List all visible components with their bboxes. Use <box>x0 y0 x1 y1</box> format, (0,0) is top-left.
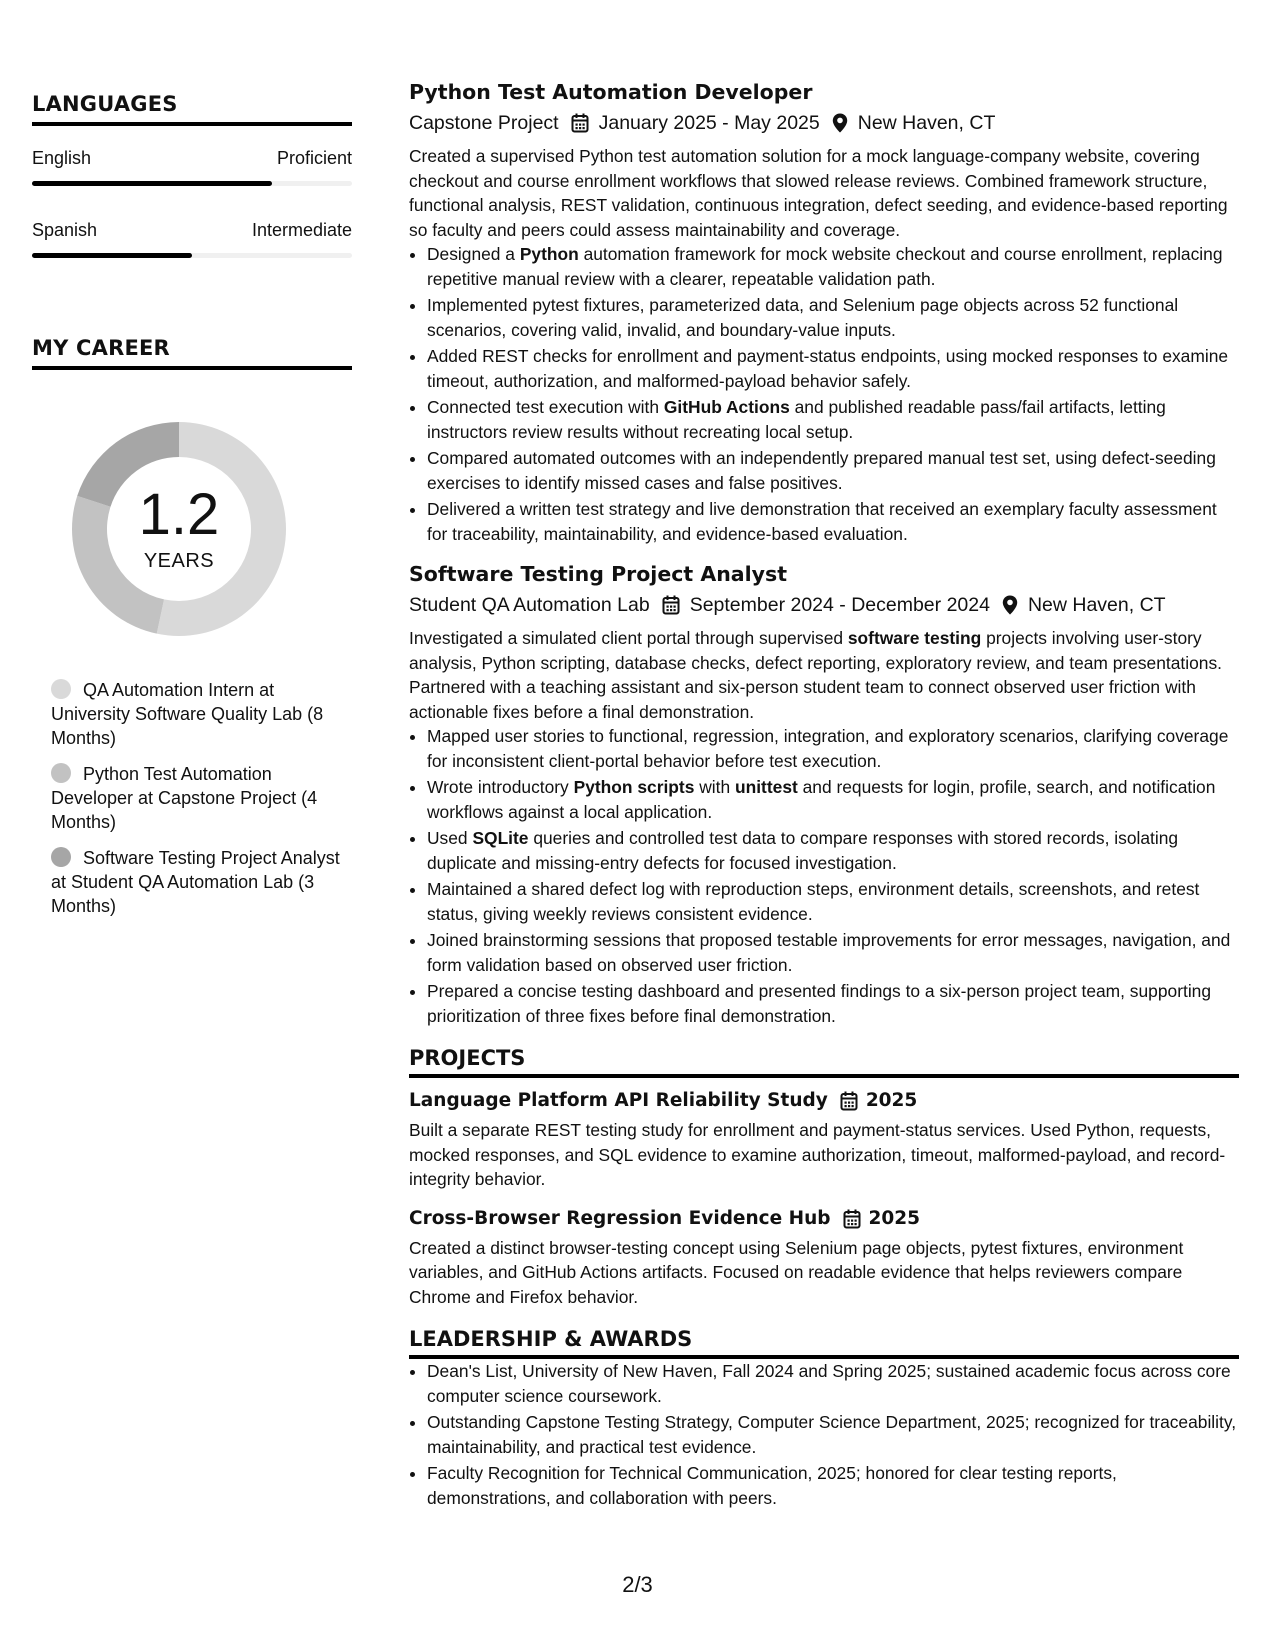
language-name: Spanish <box>32 220 98 240</box>
language-bar-fill <box>32 253 192 258</box>
career-legend-item <box>51 678 341 750</box>
language-bar-fill <box>32 181 272 186</box>
project-title-row <box>409 1206 1239 1232</box>
job-title: Python Test Automation Developer <box>409 80 813 104</box>
career-legend-item <box>51 762 341 834</box>
career-donut-chart <box>64 414 294 644</box>
project-title: Language Platform API Reliability Study <box>409 1090 828 1111</box>
language-bar <box>32 253 352 258</box>
career-total-unit: YEARS <box>143 550 215 572</box>
calendar-icon <box>840 1091 858 1111</box>
job-bullet: • Compared automated outcomes with an independently prepared manual test set, using defect-seeding exercises to identify missed cases and false positives. <box>427 446 1239 495</box>
job-entry <box>409 560 1239 1028</box>
job-dates: January 2025 - May 2025 <box>598 112 820 134</box>
language-name: English <box>32 148 92 168</box>
project-title: Cross-Browser Regression Evidence Hub <box>409 1207 831 1229</box>
job-bullet: • Prepared a concise testing dashboard and presented findings to a six-person project team, supporting prioritization of three fixes before final demonstration. <box>427 979 1239 1028</box>
calendar-icon <box>843 1209 861 1229</box>
career-legend-item <box>51 846 341 918</box>
job-meta <box>409 110 1239 136</box>
career-legend-text: Software Testing Project Analyst at Student QA Automation Lab (3 Months) <box>51 848 340 916</box>
awards-heading: LEADERSHIP & AWARDS <box>409 1327 1239 1359</box>
job-description: Investigated a simulated client portal through supervised software testing projects involving user-story analysis, Python scripting, database checks, defect reporting, exploratory review, and team presentations. Partnered with a teaching assistant and six-person student team to connect observed user friction with actionable fixes before a final demonstration. <box>409 628 1222 722</box>
language-bar <box>32 181 352 186</box>
language-item <box>32 220 352 258</box>
job-title: Software Testing Project Analyst <box>409 562 788 586</box>
job-bullets <box>409 242 1239 546</box>
map-pin-icon <box>1002 595 1018 615</box>
job-bullets <box>409 724 1239 1028</box>
sidebar <box>32 92 352 930</box>
page-number: 2/3 <box>622 1572 653 1597</box>
calendar-icon <box>571 113 589 133</box>
project-entry <box>409 1206 1239 1310</box>
job-bullet: • Mapped user stories to functional, regression, integration, and exploratory scenarios, clarifying coverage for inconsistent client-portal behavior before test execution. <box>427 724 1239 773</box>
job-bullet: • Maintained a shared defect log with reproduction steps, environment details, screenshots, and retest status, giving weekly reviews consistent evidence. <box>427 877 1239 926</box>
awards-list <box>409 1359 1239 1510</box>
job-bullet: • Used SQLite queries and controlled test data to compare responses with stored records, isolating duplicate and missing-entry defects for focused investigation. <box>427 826 1239 875</box>
main-column <box>409 78 1239 1512</box>
map-pin-icon <box>832 113 848 133</box>
career-total-value: 1.2 <box>138 482 220 547</box>
award-item: • Faculty Recognition for Technical Communication, 2025; honored for clear testing reports, demonstrations, and collaboration with peers. <box>427 1461 1239 1510</box>
project-description: Built a separate REST testing study for enrollment and payment-status services. Used Python, requests, mocked responses, and SQL evidence to examine authorization, timeout, malformed-payload, and record-integrity behavior. <box>409 1120 1226 1189</box>
legend-dot <box>51 847 71 867</box>
job-meta <box>409 592 1239 618</box>
job-company: Student QA Automation Lab <box>409 594 650 616</box>
project-description: Created a distinct browser-testing concept using Selenium page objects, pytest fixtures, environment variables, and GitHub Actions artifacts. Focused on readable evidence that helps reviewers compare Chrome and Firefox behavior. <box>409 1237 1184 1307</box>
job-bullet: • Joined brainstorming sessions that proposed testable improvements for error messages, navigation, and form validation based on observed user friction. <box>427 928 1239 977</box>
legend-dot <box>51 763 71 783</box>
job-bullet: • Connected test execution with GitHub Actions and published readable pass/fail artifacts, letting instructors review results without recreating local setup. <box>427 395 1239 444</box>
job-company: Capstone Project <box>409 112 559 134</box>
job-location: New Haven, CT <box>857 112 996 134</box>
project-title-row <box>409 1088 1239 1114</box>
career-legend-text: QA Automation Intern at University Software Quality Lab (8 Months) <box>51 680 324 748</box>
project-year: 2025 <box>868 1207 920 1229</box>
award-item: • Dean's List, University of New Haven, Fall 2024 and Spring 2025; sustained academic focus across core computer science coursework. <box>427 1359 1239 1408</box>
languages-heading: LANGUAGES <box>32 92 352 126</box>
project-year: 2025 <box>865 1090 918 1111</box>
language-level: Proficient <box>276 148 352 168</box>
award-item: • Outstanding Capstone Testing Strategy, Computer Science Department, 2025; recognized for traceability, maintainability, and practical test evidence. <box>427 1410 1239 1459</box>
project-entry <box>409 1088 1239 1192</box>
career-section <box>32 336 352 918</box>
job-bullet: • Delivered a written test strategy and live demonstration that received an exemplary faculty assessment for traceability, maintainability, and evidence-based evaluation. <box>427 497 1239 546</box>
job-bullet: • Added REST checks for enrollment and payment-status endpoints, using mocked responses to examine timeout, authorization, and malformed-payload behavior safely. <box>427 344 1239 393</box>
language-item <box>32 148 352 186</box>
legend-dot <box>51 679 71 699</box>
job-location: New Haven, CT <box>1027 594 1166 616</box>
job-bullet: • Wrote introductory Python scripts with unittest and requests for login, profile, search, and notification workflows against a local application. <box>427 775 1239 824</box>
career-heading: MY CAREER <box>32 336 352 370</box>
job-description: Created a supervised Python test automation solution for a mock language-company website, covering checkout and course enrollment workflows that slowed release reviews. Combined framework structure, functional analysis, REST validation, continuous integration, defect seeding, and evidence-based reporting so faculty and peers could assess maintainability and coverage. <box>409 146 1228 240</box>
job-bullet: • Implemented pytest fixtures, parameterized data, and Selenium page objects across 52 functional scenarios, covering valid, invalid, and boundary-value inputs. <box>427 293 1239 342</box>
calendar-icon <box>662 595 680 615</box>
job-entry <box>409 78 1239 546</box>
language-level: Intermediate <box>251 220 352 240</box>
projects-heading: PROJECTS <box>409 1046 1239 1078</box>
job-bullet: • Designed a Python automation framework for mock website checkout and course enrollment, replacing repetitive manual review with a clearer, repeatable validation path. <box>427 242 1239 291</box>
career-legend <box>51 678 341 918</box>
job-dates: September 2024 - December 2024 <box>689 594 990 616</box>
career-legend-text: Python Test Automation Developer at Capstone Project (4 Months) <box>51 764 318 832</box>
